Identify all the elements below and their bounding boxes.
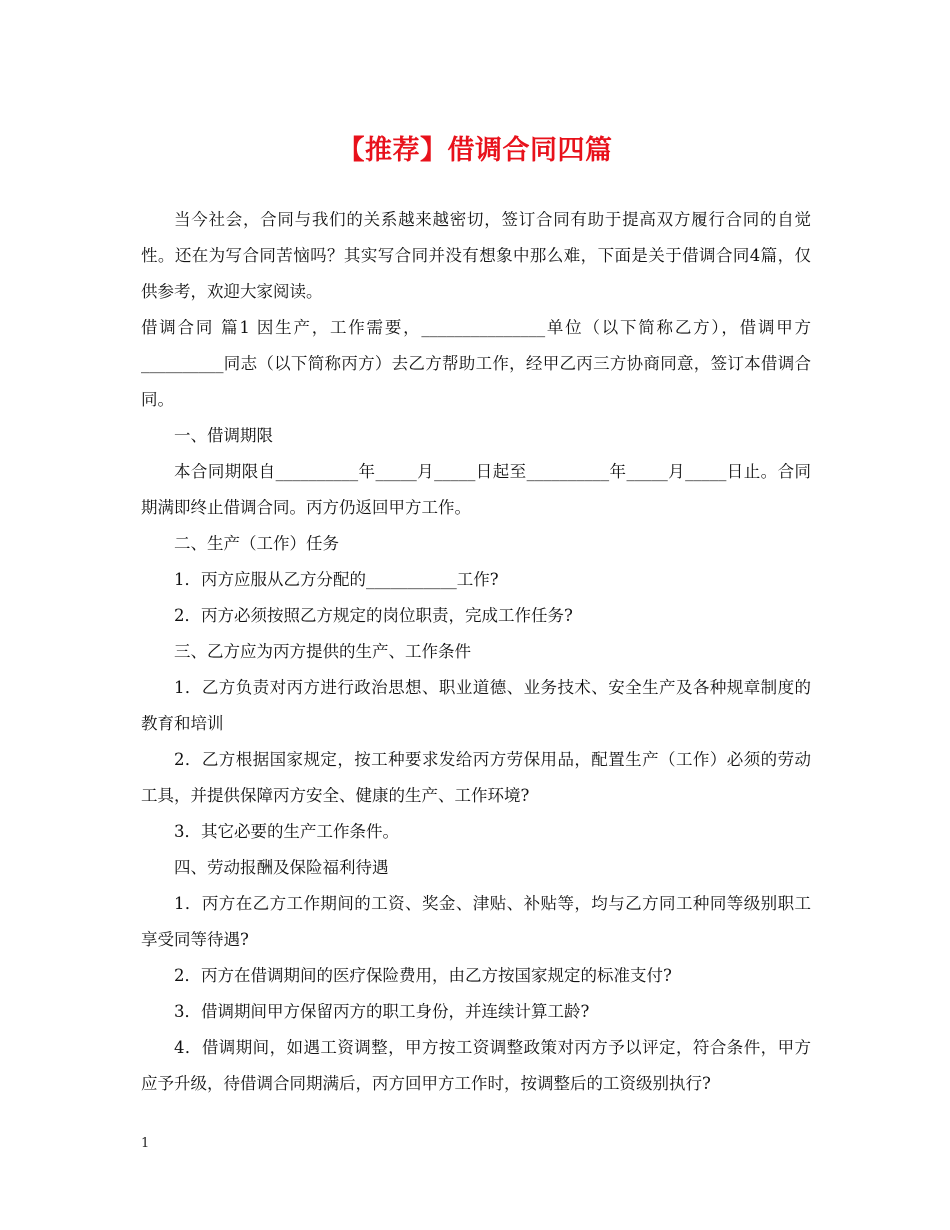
conditions-item-2: 2．乙方根据国家规定，按工种要求发给丙方劳保用品，配置生产（工作）必须的劳动工具，并提供保障丙方安全、健康的生产、工作环境? (141, 750, 811, 805)
compensation-item-3: 3．借调期间甲方保留丙方的职工身份，并连续计算工龄? (174, 1002, 590, 1021)
section-heading-term: 一、借调期限 (174, 426, 273, 445)
conditions-item-3: 3．其它必要的生产工作条件。 (174, 822, 399, 841)
document-body (141, 202, 811, 1102)
conditions-item-1: 1．乙方负责对丙方进行政治思想、职业道德、业务技术、安全生产及各种规章制度的教育和培训 (141, 678, 811, 733)
task-item-1: 1．丙方应服从乙方分配的___________工作? (174, 570, 499, 589)
section-heading-task: 二、生产（工作）任务 (174, 534, 339, 553)
compensation-item-4: 4．借调期间，如遇工资调整，甲方按工资调整政策对丙方予以评定，符合条件，甲方应予升级，待借调合同期满后，丙方回甲方工作时，按调整后的工资级别执行? (141, 1038, 811, 1093)
contract-opening-paragraph: 借调合同 篇1 因生产，工作需要，_______________单位（以下简称乙方），借调甲方__________同志（以下简称丙方）去乙方帮助工作，经甲乙丙三方协商同意，签订本借调合同。 (141, 318, 811, 409)
term-paragraph: 本合同期限自__________年_____月_____日起至__________年_____月_____日止。合同期满即终止借调合同。丙方仍返回甲方工作。 (141, 462, 811, 517)
task-item-2: 2．丙方必须按照乙方规定的岗位职责，完成工作任务? (174, 606, 573, 625)
compensation-item-1: 1．丙方在乙方工作期间的工资、奖金、津贴、补贴等，均与乙方同工种同等级别职工享受同等待遇? (141, 894, 811, 949)
page-number: 1 (141, 1136, 150, 1151)
section-heading-conditions: 三、乙方应为丙方提供的生产、工作条件 (174, 642, 471, 661)
compensation-item-2: 2．丙方在借调期间的医疗保险费用，由乙方按国家规定的标准支付? (174, 966, 672, 985)
intro-paragraph: 当今社会，合同与我们的关系越来越密切，签订合同有助于提高双方履行合同的自觉性。还在为写合同苦恼吗？其实写合同并没有想象中那么难，下面是关于借调合同4篇，仅供参考，欢迎大家阅读。 (141, 210, 811, 301)
document-title: 【推荐】借调合同四篇 (337, 135, 613, 166)
section-heading-compensation: 四、劳动报酬及保险福利待遇 (174, 858, 389, 877)
